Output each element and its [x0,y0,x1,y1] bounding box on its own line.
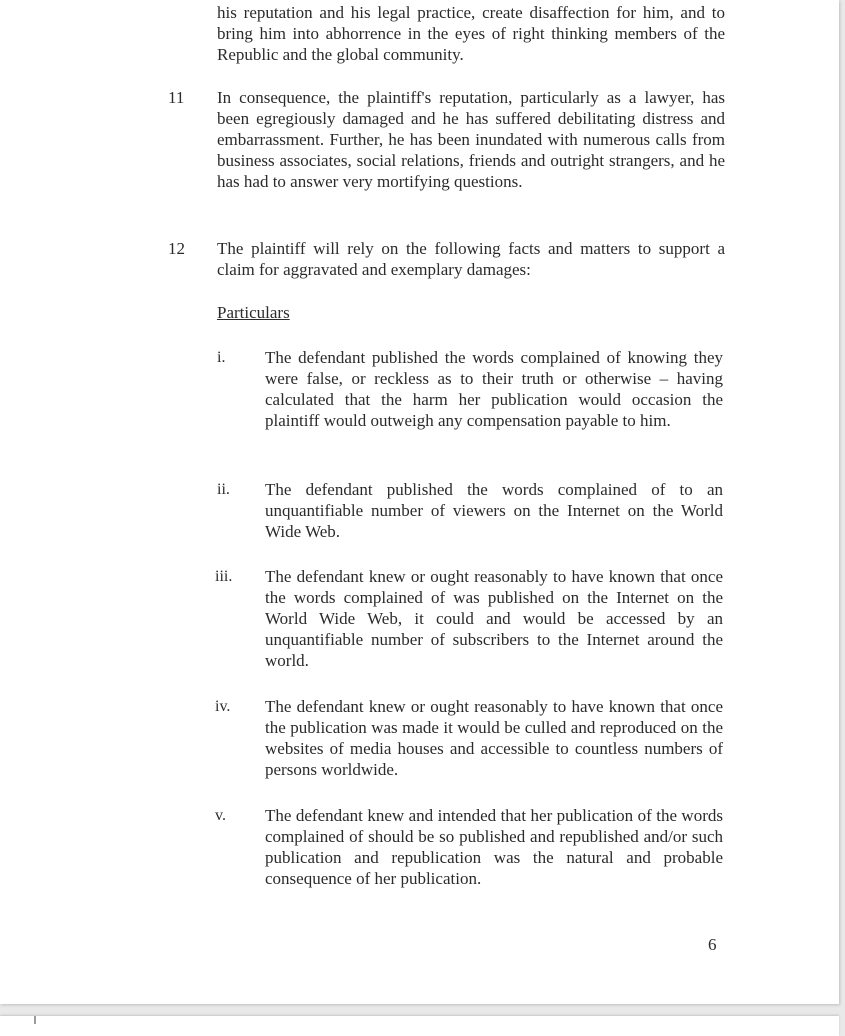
next-page-edge [0,1016,839,1036]
particular-numeral-i: i. [217,349,226,366]
particular-numeral-v: v. [215,807,226,824]
particular-text-iii: The defendant knew or ought reasonably to have known that once the words complained of was published on the Internet on the World Wide Web, it could and would be accessed by an unquantifiable number of subscribers to the Internet around the world. [265,567,723,670]
continuation-paragraph: his reputation and his legal practice, create disaffection for him, and to bring him into abhorrence in the eyes of right thinking members of the Republic and the global community. [217,3,725,64]
paragraph-11-text: In consequence, the plaintiff's reputation, particularly as a lawyer, has been egregiously damaged and he has suffered debilitating distress and embarrassment. Further, he has been inundated with numerous calls from business associates, social relations, friends and outright strangers, and he has had to answer very mortifying questions. [217,88,725,191]
particular-text-i: The defendant published the words complained of knowing they were false, or reckless as to their truth or otherwise – having calculated that the harm her publication would occasion the plaintiff would outweigh any compensation payable to him. [265,348,723,430]
page-edge-mark [34,1016,36,1024]
particular-text-ii: The defendant published the words complained of to an unquantifiable number of viewers on the Internet on the World Wide Web. [265,480,723,541]
particulars-heading: Particulars [217,303,290,322]
paragraph-number-12: 12 [168,239,185,258]
particular-numeral-iii: iii. [215,568,233,585]
particular-numeral-iv: iv. [215,698,231,715]
particular-numeral-ii: ii. [217,481,230,498]
paragraph-12-text: The plaintiff will rely on the following facts and matters to support a claim for aggravated and exemplary damages: [217,239,725,279]
particular-text-iv: The defendant knew or ought reasonably to have known that once the publication was made it would be culled and reproduced on the websites of media houses and accessible to countless numbers of persons worldwide. [265,697,723,779]
page-number: 6 [708,935,717,954]
paragraph-number-11: 11 [168,88,185,107]
particular-text-v: The defendant knew and intended that her publication of the words complained of should be so published and republished and/or such publication and republication was the natural and probable consequence of her publication. [265,806,723,888]
